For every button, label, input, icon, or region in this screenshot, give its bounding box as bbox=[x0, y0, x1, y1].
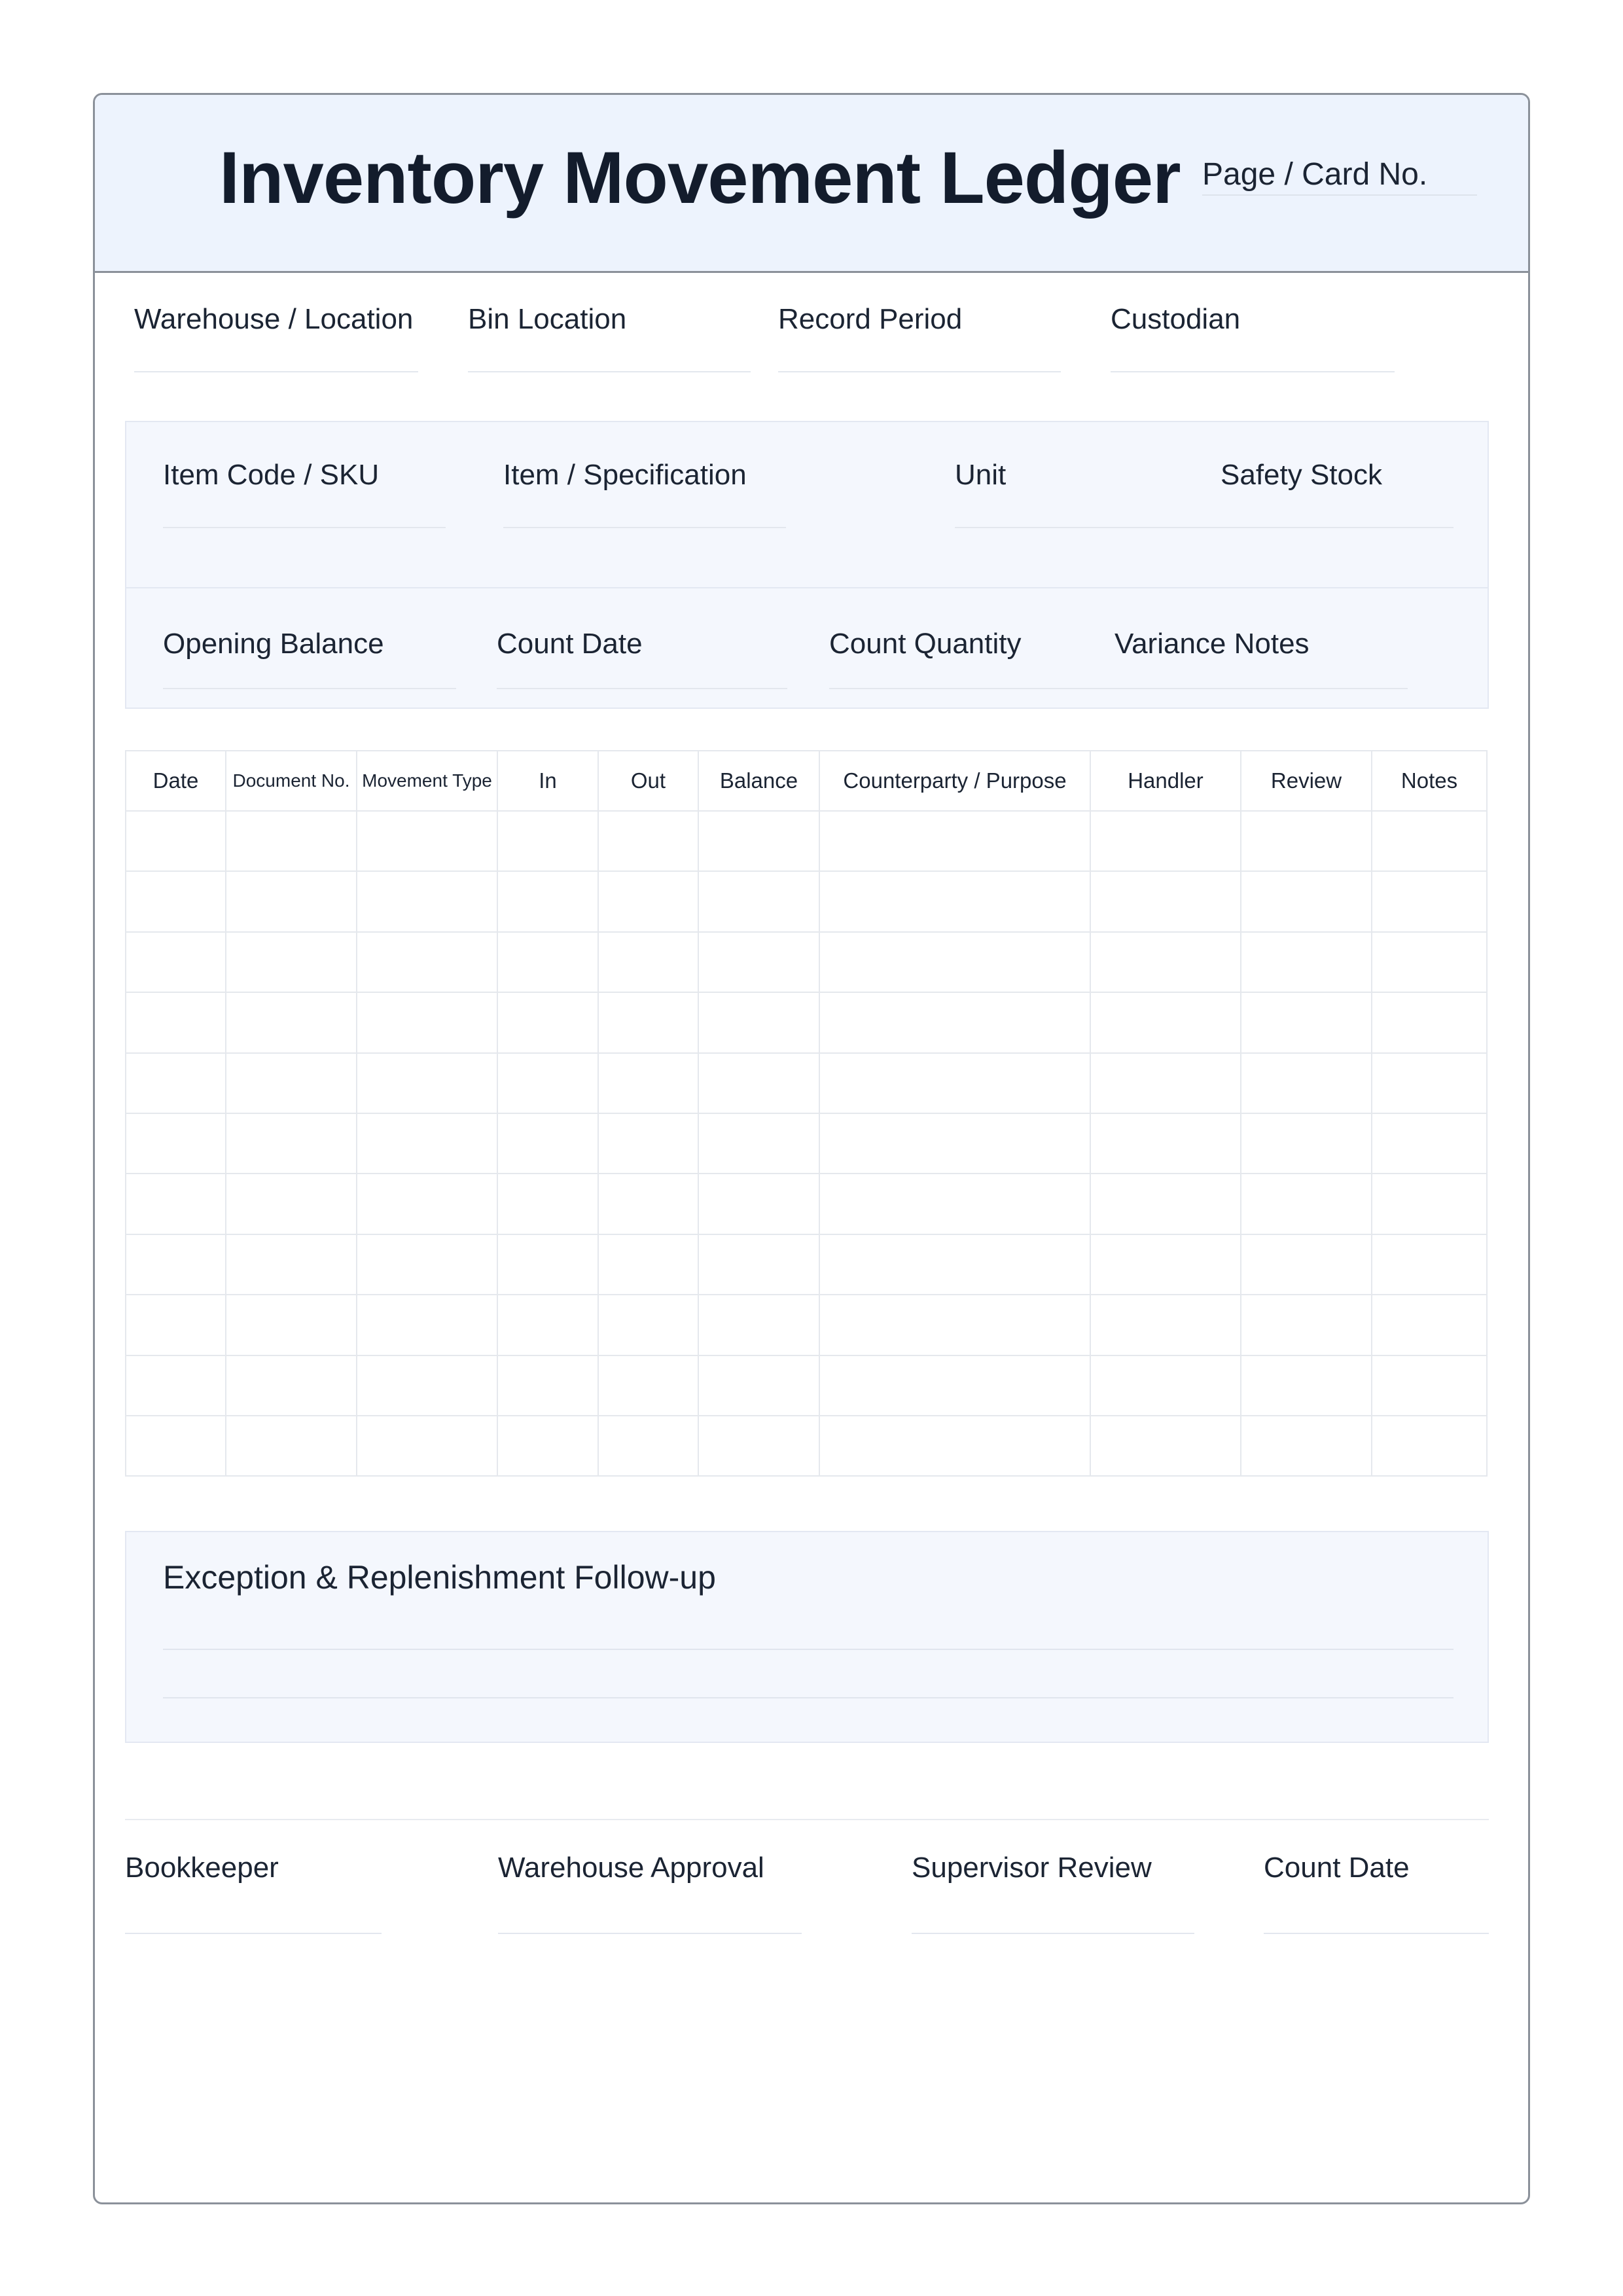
table-cell[interactable] bbox=[226, 1295, 357, 1355]
warehouse-location-field bbox=[134, 303, 413, 336]
table-cell[interactable] bbox=[126, 1053, 226, 1113]
custodian-label: Custodian bbox=[1111, 303, 1241, 335]
custodian-input[interactable] bbox=[1111, 371, 1395, 372]
column-header-movement-type: Movement Type bbox=[357, 751, 497, 811]
table-cell[interactable] bbox=[819, 1355, 1090, 1416]
variance-notes-label: Variance Notes bbox=[1115, 628, 1310, 660]
table-cell[interactable] bbox=[1090, 1355, 1241, 1416]
table-cell[interactable] bbox=[497, 1174, 598, 1234]
table-row bbox=[126, 1053, 1487, 1113]
bookkeeper-field bbox=[125, 1852, 279, 1884]
table-row bbox=[126, 932, 1487, 992]
bin-location-field bbox=[468, 303, 626, 336]
column-header-out: Out bbox=[598, 751, 698, 811]
bin-location-label: Bin Location bbox=[468, 303, 627, 335]
count-date-label: Count Date bbox=[497, 628, 643, 660]
table-cell[interactable] bbox=[698, 1113, 819, 1174]
column-header-document-no: Document No. bbox=[226, 751, 357, 811]
column-header-balance: Balance bbox=[698, 751, 819, 811]
opening-balance-field bbox=[163, 628, 384, 660]
table-cell[interactable] bbox=[698, 1234, 819, 1295]
table-cell[interactable] bbox=[357, 1113, 497, 1174]
table-cell[interactable] bbox=[126, 1416, 226, 1476]
table-cell[interactable] bbox=[819, 871, 1090, 931]
table-cell[interactable] bbox=[598, 1234, 698, 1295]
table-header-row bbox=[126, 751, 1487, 811]
table-cell[interactable] bbox=[1090, 1113, 1241, 1174]
item-spec-label: Item / Specification bbox=[503, 459, 747, 491]
table-cell[interactable] bbox=[598, 811, 698, 871]
item-code-input[interactable] bbox=[163, 527, 446, 528]
table-cell[interactable] bbox=[1372, 1416, 1487, 1476]
table-cell[interactable] bbox=[226, 1416, 357, 1476]
table-cell[interactable] bbox=[598, 932, 698, 992]
table-cell[interactable] bbox=[126, 1355, 226, 1416]
table-cell[interactable] bbox=[126, 932, 226, 992]
table-cell[interactable] bbox=[1090, 1174, 1241, 1234]
opening-balance-label: Opening Balance bbox=[163, 628, 384, 660]
table-cell[interactable] bbox=[1372, 1053, 1487, 1113]
table-cell[interactable] bbox=[497, 1234, 598, 1295]
page-card-number-field[interactable] bbox=[1202, 194, 1477, 196]
table-cell[interactable] bbox=[819, 1295, 1090, 1355]
table-cell[interactable] bbox=[497, 871, 598, 931]
table-cell[interactable] bbox=[1090, 1295, 1241, 1355]
table-cell[interactable] bbox=[126, 1174, 226, 1234]
table-cell[interactable] bbox=[126, 871, 226, 931]
table-cell[interactable] bbox=[598, 1174, 698, 1234]
table-cell[interactable] bbox=[698, 1174, 819, 1234]
table-cell[interactable] bbox=[1372, 1295, 1487, 1355]
table-cell[interactable] bbox=[1241, 1355, 1372, 1416]
table-cell[interactable] bbox=[698, 1295, 819, 1355]
table-cell[interactable] bbox=[497, 1113, 598, 1174]
safety-stock-field bbox=[1221, 459, 1382, 492]
table-cell[interactable] bbox=[357, 1355, 497, 1416]
signature-count-date-line[interactable] bbox=[1264, 1933, 1489, 1934]
table-cell[interactable] bbox=[126, 992, 226, 1052]
table-cell[interactable] bbox=[1372, 871, 1487, 931]
table-cell[interactable] bbox=[1372, 1355, 1487, 1416]
table-cell[interactable] bbox=[1090, 1234, 1241, 1295]
table-cell[interactable] bbox=[226, 811, 357, 871]
table-cell[interactable] bbox=[1241, 1416, 1372, 1476]
table-cell[interactable] bbox=[357, 932, 497, 992]
record-period-field bbox=[778, 303, 962, 336]
table-row bbox=[126, 1174, 1487, 1234]
table-cell[interactable] bbox=[226, 932, 357, 992]
table-cell[interactable] bbox=[698, 871, 819, 931]
ledger-body bbox=[126, 811, 1487, 1476]
table-cell[interactable] bbox=[357, 811, 497, 871]
table-row bbox=[126, 1234, 1487, 1295]
table-cell[interactable] bbox=[819, 1174, 1090, 1234]
opening-balance-input[interactable] bbox=[163, 688, 456, 689]
table-row bbox=[126, 811, 1487, 871]
column-header-handler: Handler bbox=[1090, 751, 1241, 811]
table-cell[interactable] bbox=[1090, 932, 1241, 992]
table-cell[interactable] bbox=[698, 932, 819, 992]
table-cell[interactable] bbox=[357, 871, 497, 931]
table-cell[interactable] bbox=[1241, 992, 1372, 1052]
table-cell[interactable] bbox=[126, 1113, 226, 1174]
table-cell[interactable] bbox=[819, 1053, 1090, 1113]
warehouse-approval-label: Warehouse Approval bbox=[498, 1852, 764, 1884]
table-row bbox=[126, 871, 1487, 931]
warehouse-location-label: Warehouse / Location bbox=[134, 303, 414, 335]
bin-location-input[interactable] bbox=[468, 371, 751, 372]
table-cell[interactable] bbox=[126, 1234, 226, 1295]
table-cell[interactable] bbox=[497, 1053, 598, 1113]
table-cell[interactable] bbox=[357, 1416, 497, 1476]
table-cell[interactable] bbox=[226, 1234, 357, 1295]
table-cell[interactable] bbox=[1241, 1113, 1372, 1174]
table-row bbox=[126, 992, 1487, 1052]
table-cell[interactable] bbox=[357, 1295, 497, 1355]
table-cell[interactable] bbox=[1241, 871, 1372, 931]
count-quantity-field bbox=[829, 628, 1022, 660]
table-row bbox=[126, 1295, 1487, 1355]
column-header-counterparty: Counterparty / Purpose bbox=[819, 751, 1090, 811]
table-cell[interactable] bbox=[598, 1053, 698, 1113]
record-period-label: Record Period bbox=[778, 303, 963, 335]
column-header-date: Date bbox=[126, 751, 226, 811]
column-header-in: In bbox=[497, 751, 598, 811]
table-cell[interactable] bbox=[226, 1174, 357, 1234]
table-cell[interactable] bbox=[1372, 1174, 1487, 1234]
bookkeeper-label: Bookkeeper bbox=[125, 1852, 279, 1884]
table-cell[interactable] bbox=[357, 1053, 497, 1113]
item-spec-field bbox=[503, 459, 747, 492]
table-cell[interactable] bbox=[819, 1113, 1090, 1174]
followup-panel bbox=[125, 1531, 1489, 1743]
table-cell[interactable] bbox=[1241, 1295, 1372, 1355]
table-cell[interactable] bbox=[357, 992, 497, 1052]
table-cell[interactable] bbox=[819, 1234, 1090, 1295]
unit-field bbox=[955, 459, 1006, 492]
count-date-input[interactable] bbox=[497, 688, 787, 689]
table-cell[interactable] bbox=[497, 1355, 598, 1416]
table-cell[interactable] bbox=[1090, 811, 1241, 871]
table-cell[interactable] bbox=[819, 811, 1090, 871]
table-cell[interactable] bbox=[698, 1053, 819, 1113]
movement-ledger-table bbox=[125, 750, 1488, 1477]
followup-line[interactable] bbox=[163, 1649, 1454, 1650]
column-header-notes: Notes bbox=[1372, 751, 1487, 811]
column-header-review: Review bbox=[1241, 751, 1372, 811]
table-cell[interactable] bbox=[1372, 932, 1487, 992]
table-cell[interactable] bbox=[1241, 811, 1372, 871]
table-cell[interactable] bbox=[598, 1416, 698, 1476]
table-cell[interactable] bbox=[1372, 1113, 1487, 1174]
table-cell[interactable] bbox=[598, 992, 698, 1052]
unit-input[interactable] bbox=[955, 527, 1454, 528]
table-cell[interactable] bbox=[819, 932, 1090, 992]
table-cell[interactable] bbox=[497, 932, 598, 992]
signature-count-date-label: Count Date bbox=[1264, 1852, 1410, 1884]
table-cell[interactable] bbox=[1241, 932, 1372, 992]
warehouse-location-input[interactable] bbox=[134, 371, 418, 372]
warehouse-approval-signature-line[interactable] bbox=[498, 1933, 802, 1934]
table-cell[interactable] bbox=[598, 871, 698, 931]
variance-notes-field bbox=[1115, 628, 1310, 660]
table-cell[interactable] bbox=[819, 1416, 1090, 1476]
panel-divider bbox=[126, 587, 1488, 588]
item-code-field bbox=[163, 459, 379, 492]
table-row bbox=[126, 1416, 1487, 1476]
table-cell[interactable] bbox=[126, 1295, 226, 1355]
table-cell[interactable] bbox=[1090, 1053, 1241, 1113]
table-cell[interactable] bbox=[357, 1174, 497, 1234]
page-card-number-label: Page / Card No. bbox=[1202, 157, 1428, 192]
record-period-input[interactable] bbox=[778, 371, 1061, 372]
signature-divider bbox=[125, 1819, 1489, 1820]
custodian-field bbox=[1111, 303, 1240, 336]
followup-line[interactable] bbox=[163, 1697, 1454, 1698]
table-cell[interactable] bbox=[1372, 811, 1487, 871]
count-quantity-input[interactable] bbox=[829, 688, 1408, 689]
table-cell[interactable] bbox=[1241, 1174, 1372, 1234]
count-quantity-label: Count Quantity bbox=[829, 628, 1022, 660]
count-date-field bbox=[497, 628, 643, 660]
table-cell[interactable] bbox=[1372, 1234, 1487, 1295]
table-cell[interactable] bbox=[598, 1355, 698, 1416]
table-cell[interactable] bbox=[226, 1113, 357, 1174]
ledger-card bbox=[93, 93, 1530, 2204]
unit-label: Unit bbox=[955, 459, 1007, 491]
supervisor-review-label: Supervisor Review bbox=[912, 1852, 1152, 1884]
table-cell[interactable] bbox=[1372, 992, 1487, 1052]
table-cell[interactable] bbox=[698, 811, 819, 871]
table-cell[interactable] bbox=[1090, 1416, 1241, 1476]
item-code-label: Item Code / SKU bbox=[163, 459, 380, 491]
item-spec-input[interactable] bbox=[503, 527, 786, 528]
table-cell[interactable] bbox=[497, 992, 598, 1052]
table-cell[interactable] bbox=[698, 1416, 819, 1476]
table-cell[interactable] bbox=[598, 1295, 698, 1355]
table-cell[interactable] bbox=[226, 992, 357, 1052]
table-cell[interactable] bbox=[226, 871, 357, 931]
supervisor-review-field bbox=[912, 1852, 1152, 1884]
safety-stock-label: Safety Stock bbox=[1221, 459, 1383, 491]
table-cell[interactable] bbox=[1090, 871, 1241, 931]
table-cell[interactable] bbox=[497, 1295, 598, 1355]
table-cell[interactable] bbox=[226, 1053, 357, 1113]
table-cell[interactable] bbox=[819, 992, 1090, 1052]
table-cell[interactable] bbox=[226, 1355, 357, 1416]
page-title: Inventory Movement Ledger bbox=[219, 137, 1181, 219]
table-cell[interactable] bbox=[1241, 1234, 1372, 1295]
table-cell[interactable] bbox=[357, 1234, 497, 1295]
table-cell[interactable] bbox=[598, 1113, 698, 1174]
table-cell[interactable] bbox=[1090, 992, 1241, 1052]
followup-title: Exception & Replenishment Follow-up bbox=[163, 1559, 716, 1596]
item-details-panel bbox=[125, 421, 1489, 709]
header-band bbox=[95, 95, 1528, 273]
table-cell[interactable] bbox=[1241, 1053, 1372, 1113]
bookkeeper-signature-line[interactable] bbox=[125, 1933, 382, 1934]
table-row bbox=[126, 1113, 1487, 1174]
table-row bbox=[126, 1355, 1487, 1416]
table-cell[interactable] bbox=[497, 1416, 598, 1476]
warehouse-approval-field bbox=[498, 1852, 764, 1884]
supervisor-review-signature-line[interactable] bbox=[912, 1933, 1194, 1934]
table-cell[interactable] bbox=[698, 992, 819, 1052]
table-cell[interactable] bbox=[698, 1355, 819, 1416]
signature-count-date-field bbox=[1264, 1852, 1410, 1884]
table-cell[interactable] bbox=[497, 811, 598, 871]
table-cell[interactable] bbox=[126, 811, 226, 871]
